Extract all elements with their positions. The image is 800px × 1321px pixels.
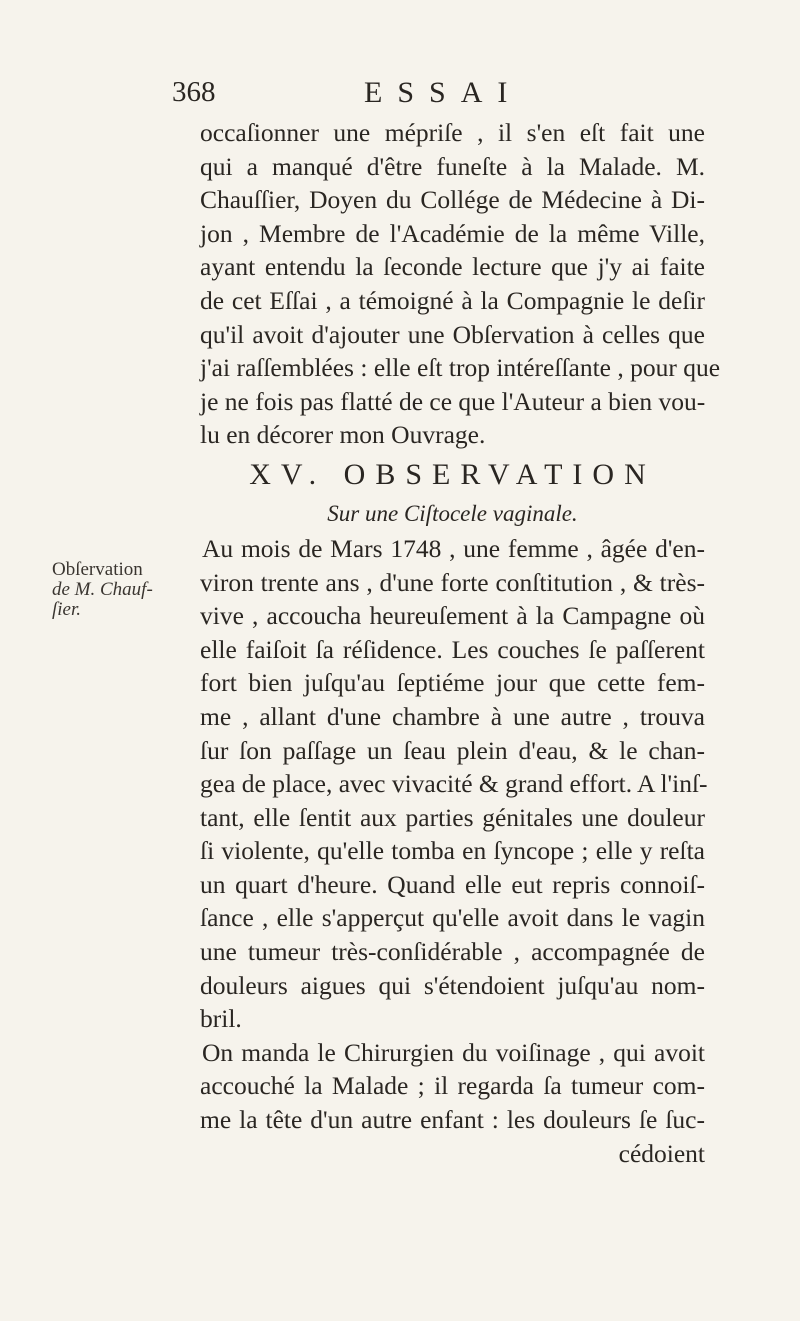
text-line: me , allant d'une chambre à une autre , trouva [200, 701, 705, 731]
text-line: bril. [200, 1004, 242, 1034]
text-line: Au mois de Mars 1748 , une femme , âgée d'en- [202, 533, 705, 563]
section-heading: XV. OBSERVATION [249, 457, 656, 491]
text-line: viron trente ans , d'une forte conſtitution , & très- [200, 567, 705, 597]
text-line: qui a manqué d'être funeſte à la Malade. M. [200, 151, 705, 181]
body-text [200, 116, 721, 1170]
text-line: ayant entendu la ſeconde lecture que j'y ai faite [200, 252, 705, 282]
catchword: cédoient [618, 1138, 705, 1168]
text-line: une tumeur très-conſidérable , accompagnée de [200, 937, 705, 967]
text-line: On manda le Chirurgien du voiſinage , qui avoit [202, 1037, 705, 1067]
text-line: elle faiſoit ſa réſidence. Les couches ſe paſſerent [200, 634, 705, 664]
section-subheading: Sur une Ciſtocele vaginale. [327, 500, 578, 526]
margin-note-line: de M. Chauf- [52, 579, 153, 600]
text-line: douleurs aigues qui s'étendoient juſqu'au nom- [200, 970, 705, 1000]
text-line: tant, elle ſentit aux parties génitales une douleur [200, 802, 705, 832]
text-line: fort bien juſqu'au ſeptiéme jour que cette fem- [200, 668, 705, 698]
text-line: qu'il avoit d'ajouter une Obſervation à celles que [200, 319, 705, 349]
text-line: vive , accoucha heureuſement à la Campagne où [200, 601, 705, 631]
text-line: Chauſſier, Doyen du Collége de Médecine à Di- [200, 185, 705, 215]
paragraph-2 [200, 532, 708, 1036]
margin-note-line: ſier. [52, 599, 82, 620]
margin-note [52, 560, 192, 620]
page-header [172, 74, 692, 114]
text-line: jon , Membre de l'Académie de la même Ville, [200, 218, 705, 248]
text-line: de cet Eſſai , a témoigné à la Compagnie le deſir [200, 285, 705, 315]
margin-note-line: Obſervation [52, 559, 143, 580]
text-line: lu en décorer mon Ouvrage. [200, 420, 486, 450]
page-number: 368 [172, 76, 216, 108]
text-line: j'ai raſſemblées : elle eſt trop intéreſſante , pour que [200, 353, 721, 383]
text-line: ſance , elle s'apperçut qu'elle avoit dans le vagin [200, 903, 705, 933]
text-line: ſi violente, qu'elle tomba en ſyncope ; elle y reſta [200, 836, 705, 866]
text-line: ſur ſon paſſage un ſeau plein d'eau, & le chan- [200, 735, 705, 765]
text-line: je ne fois pas flatté de ce que l'Auteur a bien vou- [200, 386, 706, 416]
text-line: un quart d'heure. Quand elle eut repris connoiſ- [200, 869, 705, 899]
running-title: ESSAI [364, 76, 523, 109]
text-line: occaſionner une mépriſe , il s'en eſt fait une [200, 118, 705, 147]
text-line: me la tête d'un autre enfant : les douleurs ſe ſuc- [200, 1105, 705, 1135]
text-line: gea de place, avec vivacité & grand effort. A l'inſ- [200, 769, 708, 799]
paragraph-3 [200, 1036, 705, 1170]
text-line: accouché la Malade ; il regarda ſa tumeur com- [200, 1071, 705, 1101]
paragraph-1 [200, 116, 721, 452]
